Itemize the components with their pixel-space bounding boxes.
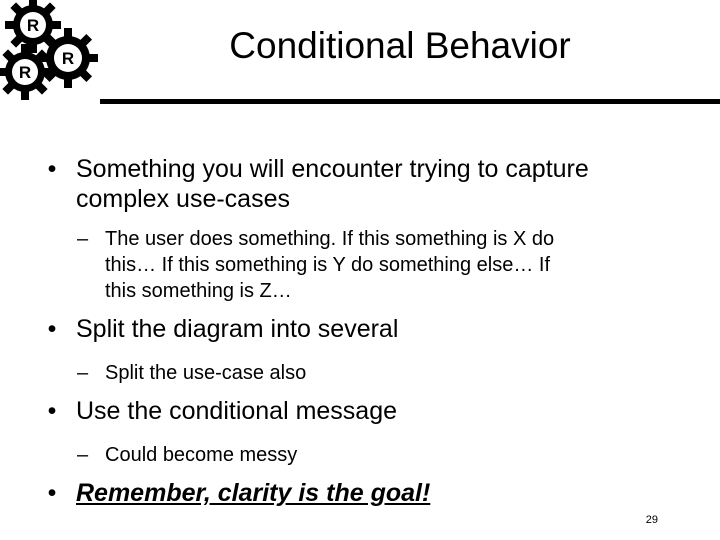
sub-bullet-text: this something is Z… (105, 280, 292, 302)
bullet-text: Use the conditional message (76, 397, 398, 425)
title-divider (100, 99, 720, 104)
logo-letter: R (61, 49, 75, 68)
gears-logo-icon (0, 0, 105, 100)
sub-bullet-item (28, 226, 688, 304)
bullet-text: Something you will encounter trying to capture (76, 155, 589, 183)
bullet-icon: • (47, 155, 57, 183)
slide-title: Conditional Behavior (229, 25, 571, 66)
bullet-item (28, 478, 688, 508)
dash-icon: – (77, 228, 89, 250)
bullet-icon: • (47, 479, 57, 507)
bullet-icon: • (47, 397, 57, 425)
logo-letter: R (26, 16, 40, 35)
sub-bullet-item (28, 442, 688, 468)
logo-letter: R (18, 63, 32, 82)
sub-bullet-text: this… If this something is Y do something else… If (105, 254, 551, 276)
bullet-list (28, 154, 688, 508)
bullet-item (28, 314, 688, 344)
bullet-text: complex use-cases (76, 185, 290, 213)
bullet-icon: • (47, 315, 57, 343)
sub-bullet-text: Split the use-case also (105, 362, 307, 384)
bullet-text-emphasis: Remember, clarity is the goal! (76, 479, 431, 507)
sub-bullet-text: Could become messy (105, 444, 298, 466)
bullet-item (28, 154, 688, 214)
dash-icon: – (77, 362, 89, 384)
dash-icon: – (77, 444, 89, 466)
sub-bullet-item (28, 360, 688, 386)
bullet-text: Split the diagram into several (76, 315, 399, 343)
page-number: 29 (645, 514, 658, 526)
sub-bullet-text: The user does something. If this something is X do (105, 228, 555, 250)
bullet-item (28, 396, 688, 426)
